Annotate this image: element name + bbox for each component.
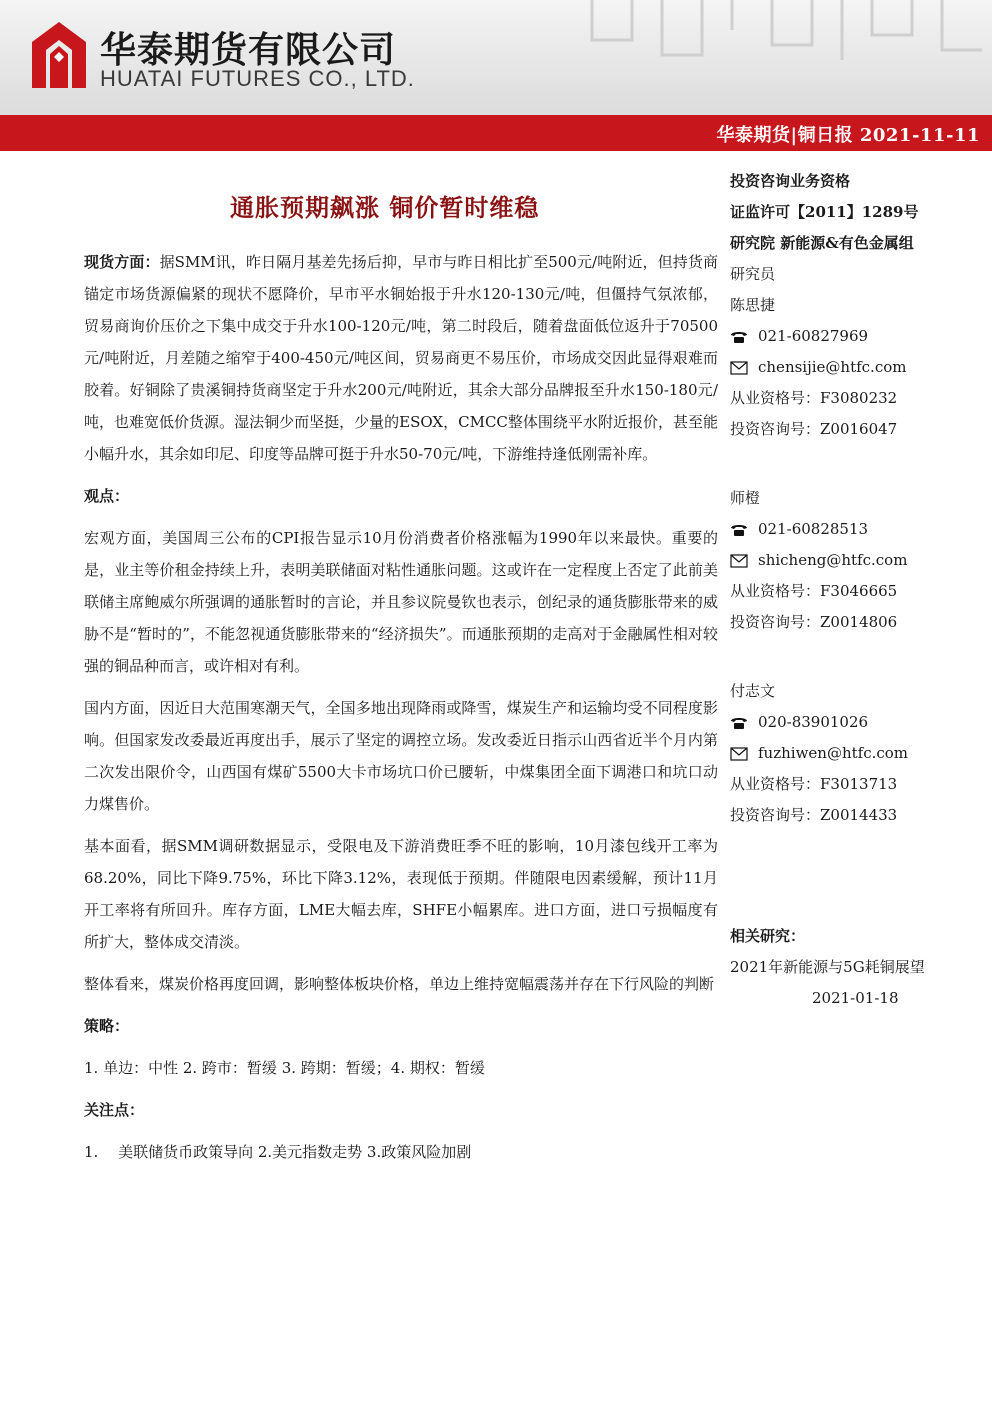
- analyst-email[interactable]: [730, 352, 980, 383]
- analyst-phone-value: 020-83901026: [758, 713, 869, 731]
- mail-icon: [730, 554, 748, 568]
- qualification-title: 投资咨询业务资格: [730, 172, 851, 190]
- analyst-name: 师橙: [730, 489, 761, 507]
- role-label: 研究员: [730, 265, 776, 283]
- domestic-paragraph: 国内方面，因近日大范围寒潮天气，全国多地出现降雨或降雪，煤炭生产和运输均受不同程度影响。但国家发改委最近再度出手，展示了坚定的调控立场。发改委近日指示山西省近半个月内第二次发出限价令，山西国有煤矿5500大卡市场坑口价已腰斩，中煤集团全面下调港口和坑口动力煤售价。: [84, 699, 718, 813]
- analyst-email[interactable]: [730, 545, 980, 576]
- company-logo: [30, 20, 88, 90]
- analyst-phone: [730, 514, 980, 545]
- strategy-heading: 策略：: [84, 1017, 130, 1035]
- analyst-advisory: 投资咨询号：Z0014806: [730, 613, 898, 631]
- strategy-text: 1. 单边：中性 2. 跨市：暂缓 3. 跨期：暂缓；4. 期权：暂缓: [84, 1059, 485, 1077]
- spot-label: 现货方面：: [84, 253, 160, 271]
- analyst-advisory: 投资咨询号：Z0016047: [730, 420, 898, 438]
- mail-icon: [730, 747, 748, 761]
- spot-text: 据SMM讯，昨日隔月基差先扬后抑，早市与昨日相比扩至500元/吨附近，但持货商锚定市场货源偏紧的现状不愿降价，早市平水铜始报于升水120-130元/吨，但僵持气氛浓郁，贸易商询价压价之下集中成交于升水100-120元/吨，第二时段后，随着盘面低位返升于70500元/吨附近，月差随之缩窄于400-450元/吨区间，贸易商更不易压价，市场成交因此显得艰难而胶着。好铜除了贵溪铜持货商坚定于升水200元/吨附近，其余大部分品牌报至升水150-180元/吨，也难宽低价货源。湿法铜少而坚挺，少量的ESOX，CMCC整体围绕平水附近报价，甚至能小幅升水，其余如印尼、印度等品牌可挺于升水50-70元/吨，下游维持逢低刚需补库。: [84, 253, 718, 463]
- fundamental-paragraph: 基本面看，据SMM调研数据显示，受限电及下游消费旺季不旺的影响，10月漆包线开工率为68.20%，同比下降9.75%，环比下降3.12%，表现低于预期。伴随限电因素缓解，预计11月开工率将有所回升。库存方面，LME大幅去库，SHFE小幅累库。进口方面，进口亏损幅度有所扩大，整体成交清淡。: [84, 837, 718, 951]
- focus-heading: 关注点：: [84, 1101, 145, 1119]
- header-decoration: [572, 0, 992, 115]
- report-body: [84, 246, 718, 1168]
- analyst-email-value[interactable]: fuzhiwen@htfc.com: [758, 744, 909, 762]
- analyst-advisory: 投资咨询号：Z0014433: [730, 806, 898, 824]
- report-title: 通胀预期飙涨 铜价暂时维稳: [230, 194, 540, 222]
- summary-paragraph: 整体看来，煤炭价格再度回调，影响整体板块价格，单边上维持宽幅震荡并存在下行风险的判断: [84, 975, 715, 993]
- analyst-name: 陈思捷: [730, 296, 776, 314]
- focus-text: 1. 美联储货币政策导向 2.美元指数走势 3.政策风险加剧: [84, 1143, 472, 1161]
- analyst-email-value[interactable]: shicheng@htfc.com: [758, 551, 908, 569]
- sidebar: [730, 166, 980, 1014]
- analyst-phone-value: 021-60827969: [758, 327, 869, 345]
- analyst-phone: [730, 707, 980, 738]
- spot-paragraph: [84, 246, 718, 470]
- license-number: 证监许可【2011】1289号: [730, 203, 919, 221]
- phone-icon: [730, 330, 748, 344]
- related-research-item[interactable]: 2021年新能源与5G耗铜展望: [730, 958, 925, 976]
- mail-icon: [730, 361, 748, 375]
- related-research-title: 相关研究：: [730, 927, 806, 945]
- view-heading: 观点：: [84, 487, 130, 505]
- report-band-text: 华泰期货|铜日报 2021-11-11: [716, 125, 980, 146]
- company-name-en: HUATAI FUTURES CO., LTD.: [100, 66, 415, 91]
- analyst-name: 付志文: [730, 682, 776, 700]
- analyst-phone-value: 021-60828513: [758, 520, 869, 538]
- company-name-cn: 华泰期货有限公司: [100, 30, 397, 71]
- macro-paragraph: 宏观方面，美国周三公布的CPI报告显示10月份消费者价格涨幅为1990年以来最快。重要的是，业主等价租金持续上升，表明美联储面对粘性通胀问题。这或许在一定程度上否定了此前美联储主席鲍威尔所强调的通胀暂时的言论，并且参议院曼钦也表示，创纪录的通货膨胀带来的威胁不是“暂时的”，不能忽视通货膨胀带来的“经济损失”。而通胀预期的走高对于金融属性相对较强的铜品种而言，或许相对有利。: [84, 529, 718, 675]
- department: 研究院 新能源&有色金属组: [730, 234, 914, 252]
- analyst-phone: [730, 321, 980, 352]
- analyst-cert: 从业资格号：F3013713: [730, 775, 898, 793]
- phone-icon: [730, 716, 748, 730]
- related-research-date: 2021-01-18: [812, 989, 899, 1007]
- phone-icon: [730, 523, 748, 537]
- analyst-email-value[interactable]: chensijie@htfc.com: [758, 358, 907, 376]
- analyst-cert: 从业资格号：F3080232: [730, 389, 898, 407]
- analyst-cert: 从业资格号：F3046665: [730, 582, 898, 600]
- analyst-email[interactable]: [730, 738, 980, 769]
